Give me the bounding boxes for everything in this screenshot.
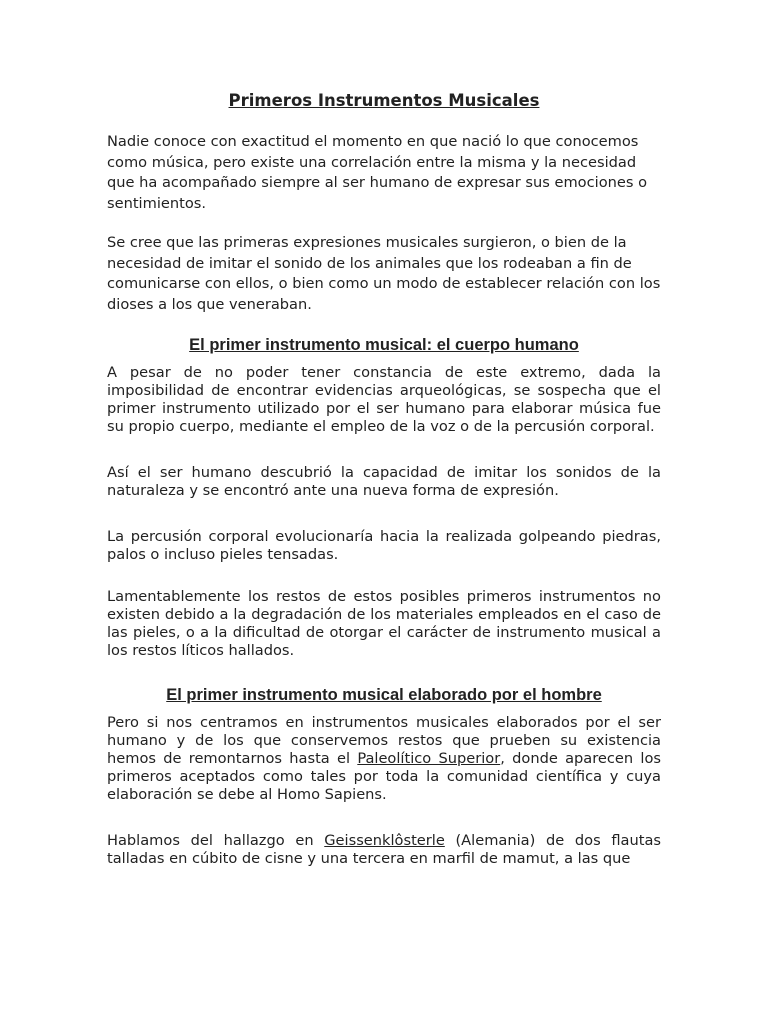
section1-paragraph-2: Así el ser humano descubrió la capacidad de imitar los sonidos de la naturaleza y se encontró ante una nueva forma de expresión. xyxy=(107,464,661,499)
section2-p1-text-after: , donde aparecen los primeros aceptados como tales por toda la comunidad científica y cuya elaboración se debe al Homo Sapiens. xyxy=(107,750,661,803)
section2-p2-text-before: Hablamos del hallazgo en xyxy=(107,832,325,849)
section-heading-cuerpo-humano: El primer instrumento musical: el cuerpo humano xyxy=(189,336,579,354)
section2-p1-text-before: Pero si nos centramos en instrumentos musicales elaborados por el ser humano y de los que conservemos restos que prueben su existencia hemos de remontarnos hasta el xyxy=(107,714,661,767)
document-content xyxy=(107,90,661,887)
section1-paragraph-1: A pesar de no poder tener constancia de este extremo, dada la imposibilidad de encontrar evidencias arqueológicas, se sospecha que el primer instrumento utilizado por el ser humano para elaborar música fue su propio cuerpo, mediante el empleo de la voz o de la percusión corporal. xyxy=(107,364,661,435)
geissenklosterle-link[interactable]: Geissenklôsterle xyxy=(324,832,445,849)
intro-paragraph-1: Nadie conoce con exactitud el momento en que nació lo que conocemos como música, pero existe una correlación entre la misma y la necesidad que ha acompañado siempre al ser humano de expresar sus emociones o sentimientos. xyxy=(107,133,648,212)
paleolitico-superior-link[interactable]: Paleolítico Superior xyxy=(357,750,501,767)
document-title: Primeros Instrumentos Musicales xyxy=(228,91,540,110)
section1-paragraph-4: Lamentablemente los restos de estos posibles primeros instrumentos no existen debido a la degradación de los materiales empleados en el caso de las pieles, o a la dificultad de otorgar el carácter de instrumento musical a los restos líticos hallados. xyxy=(107,588,661,659)
section-heading-elaborado-por-el-hombre: El primer instrumento musical elaborado por el hombre xyxy=(166,686,602,704)
section2-paragraph-1 xyxy=(107,714,661,804)
section2-p2-text-after: (Alemania) de dos flautas talladas en cúbito de cisne y una tercera en marfil de mamut, a las que xyxy=(107,832,662,867)
section1-paragraph-3: La percusión corporal evolucionaría hacia la realizada golpeando piedras, palos o incluso pieles tensadas. xyxy=(107,528,661,563)
intro-paragraph-2: Se cree que las primeras expresiones musicales surgieron, o bien de la necesidad de imitar el sonido de los animales que los rodeaban a fin de comunicarse con ellos, o bien como un modo de establecer relación con los dioses a los que veneraban. xyxy=(107,234,661,313)
section2-paragraph-2 xyxy=(107,832,661,868)
